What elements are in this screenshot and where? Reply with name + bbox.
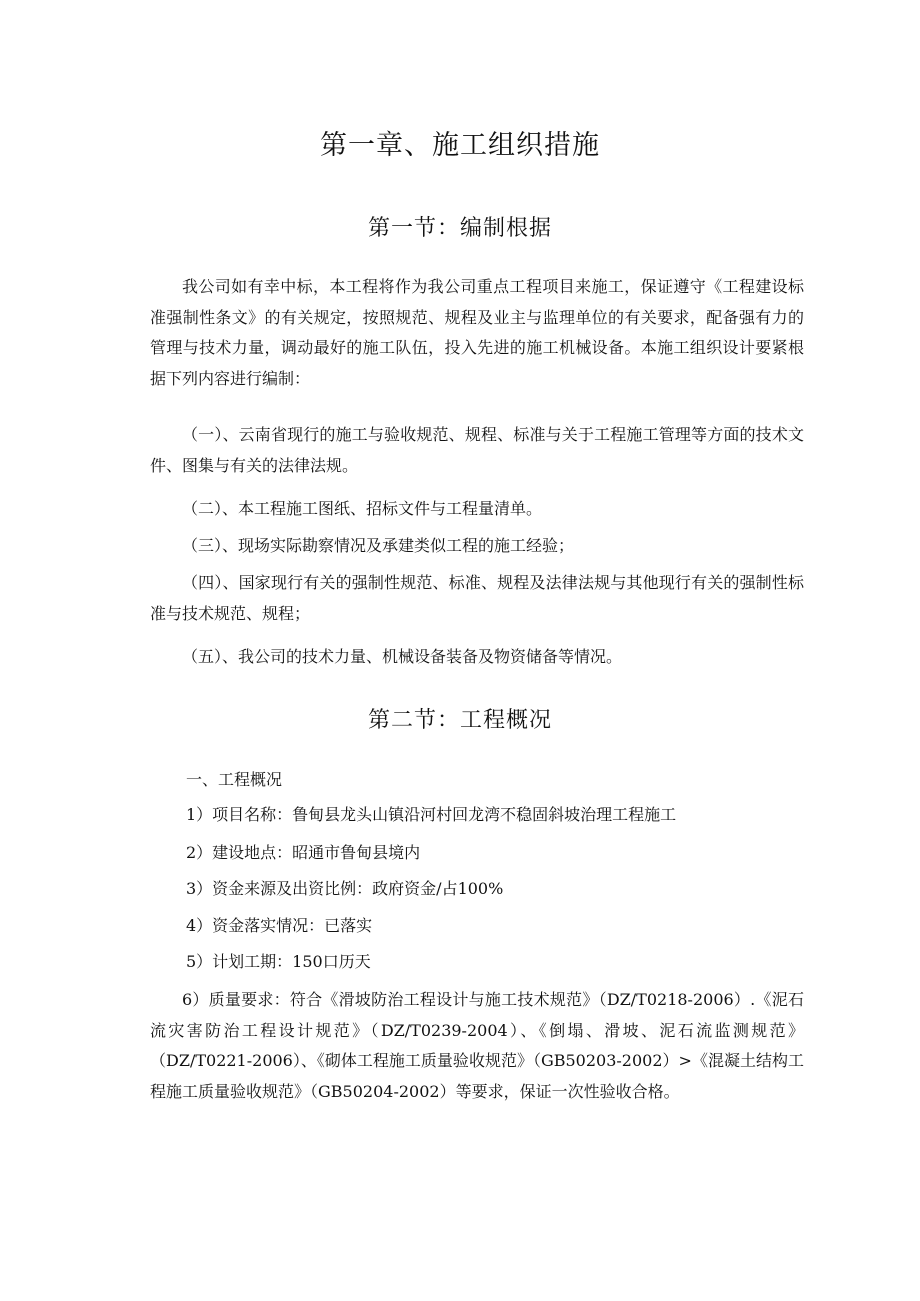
basis-intro-paragraph: 我公司如有幸中标，本工程将作为我公司重点工程项目来施工，保证遵守《工程建设标准强制性条文》的有关规定，按照规范、规程及业主与监理单位的有关要求，配备强有力的管理与技术力量，调动最好的施工队伍，投入先进的施工机械设备。本施工组织设计要紧根据下列内容进行编制： [150, 277, 804, 388]
overview-item-funding: 3）资金来源及出资比例：政府资金/占100% [186, 879, 504, 898]
section-title-overview: 第二节：工程概况 [367, 708, 552, 733]
section-title-basis: 第一节：编制根据 [367, 216, 552, 241]
basis-item-1: （一）、云南省现行的施工与验收规范、规程、标准与关于工程施工管理等方面的技术文件、图集与有关的法律法规。 [150, 425, 804, 475]
overview-item-project-name: 1）项目名称：鲁甸县龙头山镇沿河村回龙湾不稳固斜坡治理工程施工 [186, 805, 677, 824]
overview-item-location: 2）建设地点：昭通市鲁甸县境内 [186, 843, 421, 862]
basis-item-4: （四）、国家现行有关的强制性规范、标准、规程及法律法规与其他现行有关的强制性标准与技术规范、规程； [150, 573, 804, 623]
basis-item-5: （五）、我公司的技术力量、机械设备装备及物资储备等情况。 [182, 647, 623, 666]
basis-item-3: （三）、现场实际勘察情况及承建类似工程的施工经验； [182, 536, 575, 555]
overview-item-schedule: 5）计划工期：150口历天 [186, 952, 371, 971]
basis-item-2: （二）、本工程施工图纸、招标文件与工程量清单。 [182, 499, 543, 518]
overview-subheading: 一、工程概况 [186, 770, 283, 789]
overview-item-quality: 6）质量要求：符合《滑坡防治工程设计与施工技术规范》（DZ/T0218-2006）.《泥石流灾害防治工程设计规范》（DZ/T0239-2004）、《倒塌、滑坡、泥石流监测规范》（DZ/T0221-2006）、《砌体工程施工质量验收规范》（GB50203-2002）>《混凝土结构工程施工质量验收规范》（GB50204-2002）等要求，保证一次性验收合格。 [150, 990, 804, 1101]
overview-item-funding-status: 4）资金落实情况：已落实 [186, 916, 373, 935]
chapter-title: 第一章、施工组织措施 [320, 130, 600, 161]
